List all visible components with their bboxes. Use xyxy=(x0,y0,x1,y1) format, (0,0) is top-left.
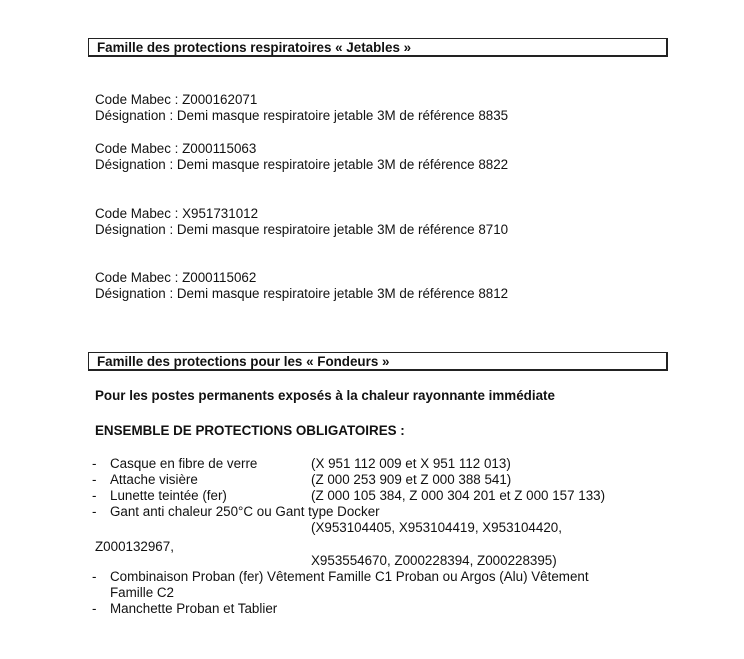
section-intro: Pour les postes permanents exposés à la chaleur rayonnante immédiate xyxy=(95,388,555,403)
entry-designation: Désignation : Demi masque respiratoire jetable 3M de référence 8835 xyxy=(95,108,509,123)
list-item-label: Manchette Proban et Tablier xyxy=(110,601,278,616)
section-title-fondeurs: Famille des protections pour les « Fondeurs » xyxy=(88,352,668,371)
entry-designation: Désignation : Demi masque respiratoire jetable 3M de référence 8812 xyxy=(95,286,509,301)
list-dash: - xyxy=(92,569,97,584)
entry-designation: Désignation : Demi masque respiratoire jetable 3M de référence 8710 xyxy=(95,222,509,237)
list-item-label: Gant anti chaleur 250°C ou Gant type Docker xyxy=(110,504,380,519)
gant-refs-line1: (X953104405, X953104419, X953104420, xyxy=(311,520,562,535)
list-item-label: Lunette teintée (fer) xyxy=(110,488,227,503)
entry-code: Code Mabec : X951731012 xyxy=(95,206,259,221)
list-dash: - xyxy=(92,456,97,471)
gant-refs-line3: X953554670, Z000228394, Z000228395) xyxy=(311,553,557,568)
list-dash: - xyxy=(92,601,97,616)
list-dash: - xyxy=(92,504,97,519)
list-item-label: Casque en fibre de verre xyxy=(110,456,258,471)
entry-code: Code Mabec : Z000162071 xyxy=(95,92,258,107)
entry-code: Code Mabec : Z000115063 xyxy=(95,141,257,156)
gant-refs-line2: Z000132967, xyxy=(95,539,174,554)
section-subtitle: ENSEMBLE DE PROTECTIONS OBLIGATOIRES : xyxy=(95,423,405,438)
list-item-label: Combinaison Proban (fer) Vêtement Famille C1 Proban ou Argos (Alu) Vêtement xyxy=(110,569,589,584)
entry-designation: Désignation : Demi masque respiratoire jetable 3M de référence 8822 xyxy=(95,157,509,172)
list-item-ref: (Z 000 105 384, Z 000 304 201 et Z 000 157 133) xyxy=(311,488,606,503)
list-item-label: Attache visière xyxy=(110,472,198,487)
list-dash: - xyxy=(92,472,97,487)
list-item-ref: (Z 000 253 909 et Z 000 388 541) xyxy=(311,472,512,487)
list-dash: - xyxy=(92,488,97,503)
list-item-label-cont: Famille C2 xyxy=(110,585,174,600)
entry-code: Code Mabec : Z000115062 xyxy=(95,270,257,285)
list-item-ref: (X 951 112 009 et X 951 112 013) xyxy=(311,456,511,471)
section-title-jetables: Famille des protections respiratoires « Jetables » xyxy=(88,38,668,57)
